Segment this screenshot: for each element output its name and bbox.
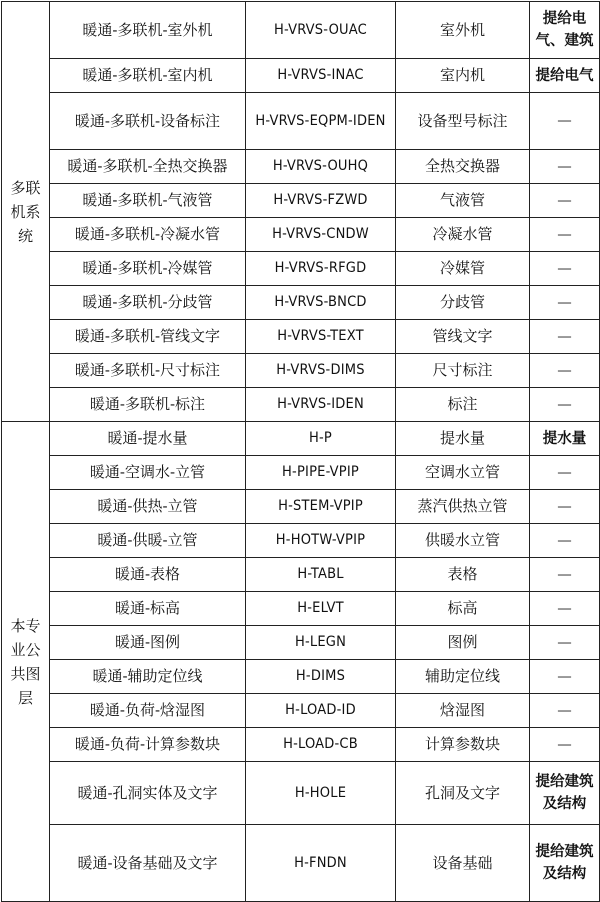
layer-desc-cell: 尺寸标注 [396, 354, 530, 388]
layer-note-cell: — [530, 218, 600, 252]
table-row [2, 184, 600, 218]
layer-desc-cell: 冷媒管 [396, 252, 530, 286]
layer-desc-cell: 设备基础 [396, 825, 530, 902]
layer-name-cell: 暖通-孔洞实体及文字 [50, 762, 246, 825]
layer-note-cell: 提给建筑及结构 [530, 762, 600, 825]
table-row [2, 388, 600, 422]
layer-code-cell: H-FNDN [246, 825, 396, 902]
layer-name-cell: 暖通-标高 [50, 592, 246, 626]
table-row [2, 2, 600, 59]
layer-code-cell: H-VRVS-FZWD [246, 184, 396, 218]
layer-note-cell: — [530, 558, 600, 592]
layer-name-cell: 暖通-供暖-立管 [50, 524, 246, 558]
table-row [2, 354, 600, 388]
layer-desc-cell: 空调水立管 [396, 456, 530, 490]
layer-name-cell: 暖通-负荷-计算参数块 [50, 728, 246, 762]
layer-desc-cell: 分歧管 [396, 286, 530, 320]
layer-table-body [2, 2, 600, 902]
layer-code-cell: H-LOAD-ID [246, 694, 396, 728]
layer-note-cell: 提给电气 [530, 59, 600, 93]
layer-desc-cell: 全热交换器 [396, 150, 530, 184]
table-row [2, 825, 600, 902]
layer-desc-cell: 计算参数块 [396, 728, 530, 762]
layer-code-cell: H-VRVS-INAC [246, 59, 396, 93]
layer-desc-cell: 设备型号标注 [396, 93, 530, 150]
layer-desc-cell: 气液管 [396, 184, 530, 218]
layer-code-cell: H-VRVS-OUAC [246, 2, 396, 59]
layer-code-cell: H-TABL [246, 558, 396, 592]
layer-desc-cell: 供暖水立管 [396, 524, 530, 558]
layer-desc-cell: 表格 [396, 558, 530, 592]
layer-code-cell: H-VRVS-BNCD [246, 286, 396, 320]
table-row [2, 150, 600, 184]
layer-note-cell: — [530, 592, 600, 626]
layer-name-cell: 暖通-多联机-冷媒管 [50, 252, 246, 286]
layer-desc-cell: 孔洞及文字 [396, 762, 530, 825]
layer-name-cell: 暖通-表格 [50, 558, 246, 592]
layer-code-cell: H-VRVS-EQPM-IDEN [246, 93, 396, 150]
layer-code-cell: H-VRVS-CNDW [246, 218, 396, 252]
layer-desc-cell: 标注 [396, 388, 530, 422]
layer-name-cell: 暖通-多联机-分歧管 [50, 286, 246, 320]
layer-name-cell: 暖通-设备基础及文字 [50, 825, 246, 902]
layer-desc-cell: 室内机 [396, 59, 530, 93]
table-row [2, 762, 600, 825]
table-row [2, 218, 600, 252]
layer-code-cell: H-ELVT [246, 592, 396, 626]
table-row [2, 286, 600, 320]
layer-code-cell: H-LOAD-CB [246, 728, 396, 762]
table-row [2, 320, 600, 354]
layer-code-cell: H-DIMS [246, 660, 396, 694]
table-row [2, 660, 600, 694]
layer-note-cell: — [530, 524, 600, 558]
table-row [2, 59, 600, 93]
layer-name-cell: 暖通-辅助定位线 [50, 660, 246, 694]
layer-note-cell: — [530, 490, 600, 524]
layer-name-cell: 暖通-多联机-室外机 [50, 2, 246, 59]
layer-name-cell: 暖通-图例 [50, 626, 246, 660]
category-cell: 本专业公共图层 [2, 422, 50, 902]
layer-desc-cell: 标高 [396, 592, 530, 626]
table-row [2, 422, 600, 456]
layer-name-cell: 暖通-多联机-尺寸标注 [50, 354, 246, 388]
layer-note-cell: — [530, 660, 600, 694]
table-row [2, 728, 600, 762]
table-row [2, 558, 600, 592]
layer-code-cell: H-HOTW-VPIP [246, 524, 396, 558]
table-row [2, 592, 600, 626]
layer-note-cell: — [530, 388, 600, 422]
layer-code-cell: H-STEM-VPIP [246, 490, 396, 524]
table-row [2, 93, 600, 150]
category-cell: 多联机系统 [2, 2, 50, 422]
layer-name-cell: 暖通-提水量 [50, 422, 246, 456]
layer-desc-cell: 冷凝水管 [396, 218, 530, 252]
layer-desc-cell: 图例 [396, 626, 530, 660]
layer-code-cell: H-VRVS-RFGD [246, 252, 396, 286]
layer-note-cell: — [530, 320, 600, 354]
layer-note-cell: 提水量 [530, 422, 600, 456]
layer-desc-cell: 蒸汽供热立管 [396, 490, 530, 524]
layer-name-cell: 暖通-多联机-冷凝水管 [50, 218, 246, 252]
table-row [2, 456, 600, 490]
table-row [2, 694, 600, 728]
layer-code-cell: H-PIPE-VPIP [246, 456, 396, 490]
layer-code-cell: H-VRVS-OUHQ [246, 150, 396, 184]
layer-table [1, 1, 600, 902]
layer-note-cell: — [530, 456, 600, 490]
layer-name-cell: 暖通-多联机-室内机 [50, 59, 246, 93]
layer-desc-cell: 管线文字 [396, 320, 530, 354]
table-row [2, 252, 600, 286]
layer-desc-cell: 室外机 [396, 2, 530, 59]
layer-name-cell: 暖通-供热-立管 [50, 490, 246, 524]
layer-note-cell: 提给电气、建筑 [530, 2, 600, 59]
table-row [2, 524, 600, 558]
layer-note-cell: — [530, 728, 600, 762]
layer-note-cell: — [530, 252, 600, 286]
layer-desc-cell: 焓湿图 [396, 694, 530, 728]
layer-name-cell: 暖通-多联机-全热交换器 [50, 150, 246, 184]
layer-code-cell: H-HOLE [246, 762, 396, 825]
layer-note-cell: 提给建筑及结构 [530, 825, 600, 902]
layer-code-cell: H-P [246, 422, 396, 456]
layer-note-cell: — [530, 93, 600, 150]
layer-note-cell: — [530, 184, 600, 218]
layer-name-cell: 暖通-多联机-设备标注 [50, 93, 246, 150]
layer-note-cell: — [530, 694, 600, 728]
layer-name-cell: 暖通-负荷-焓湿图 [50, 694, 246, 728]
layer-code-cell: H-VRVS-TEXT [246, 320, 396, 354]
table-row [2, 626, 600, 660]
layer-code-cell: H-VRVS-IDEN [246, 388, 396, 422]
table-row [2, 490, 600, 524]
layer-name-cell: 暖通-多联机-管线文字 [50, 320, 246, 354]
layer-code-cell: H-VRVS-DIMS [246, 354, 396, 388]
layer-name-cell: 暖通-多联机-气液管 [50, 184, 246, 218]
layer-desc-cell: 辅助定位线 [396, 660, 530, 694]
layer-note-cell: — [530, 354, 600, 388]
layer-name-cell: 暖通-多联机-标注 [50, 388, 246, 422]
layer-name-cell: 暖通-空调水-立管 [50, 456, 246, 490]
layer-code-cell: H-LEGN [246, 626, 396, 660]
layer-note-cell: — [530, 150, 600, 184]
layer-desc-cell: 提水量 [396, 422, 530, 456]
layer-note-cell: — [530, 626, 600, 660]
layer-note-cell: — [530, 286, 600, 320]
